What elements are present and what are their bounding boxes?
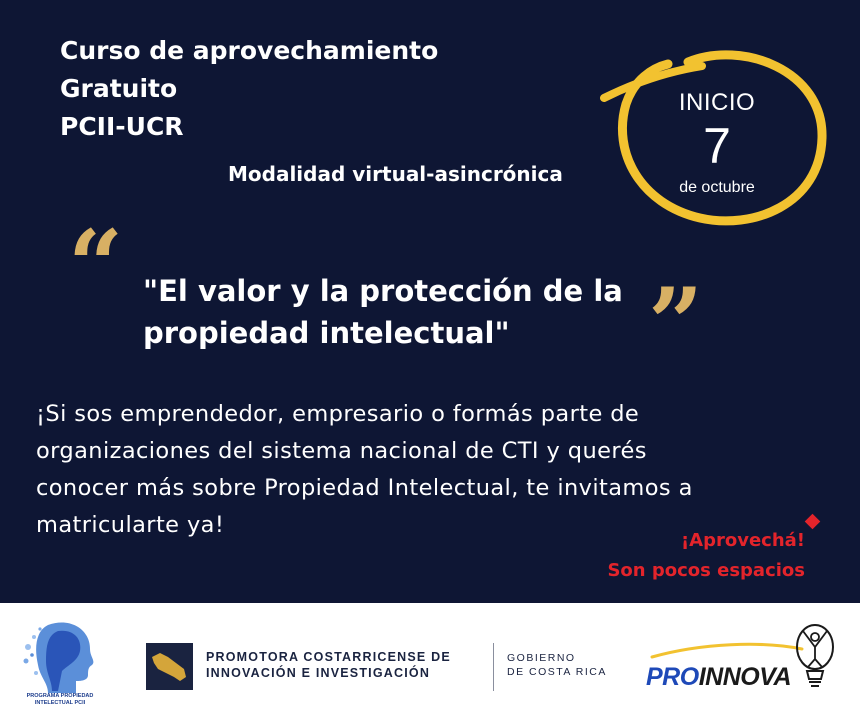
footer-divider [493, 643, 494, 691]
title-line-1: Curso de aprovechamiento [60, 36, 439, 65]
sponsor-footer [0, 603, 860, 721]
proinnova-pro: PRO [646, 663, 699, 691]
cta-line-1: ¡Aprovechá! [680, 530, 805, 551]
title-line-3: PCII-UCR [60, 112, 184, 141]
course-title [60, 32, 438, 146]
course-quote: "El valor y la protección de la propiedad intelectual" [143, 274, 623, 350]
promotora-line-1: PROMOTORA COSTARRICENSE DE [206, 650, 451, 664]
start-day: 7 [703, 118, 731, 174]
start-date-badge [592, 40, 842, 240]
modality-label: Modalidad virtual-asincrónica [228, 162, 563, 186]
start-month: de octubre [679, 179, 755, 196]
cta-line-2: Son pocos espacios [607, 560, 805, 581]
costa-rica-emblem-icon [146, 643, 193, 690]
title-line-2: Gratuito [60, 74, 178, 103]
pcii-head-logo-icon [18, 617, 108, 697]
pcii-caption: PROGRAMA PROPIEDAD INTELECTUAL PCII [26, 693, 94, 706]
proinnova-wordmark [646, 663, 791, 692]
invitation-text: ¡Si sos emprendedor, empresario o formás parte de organizaciones del sistema nacional de CTI y querés conocer más sobre Propiedad Intelectual, te invitamos a matricularte ya! [36, 401, 693, 538]
gobierno-line-1: GOBIERNO [507, 652, 576, 664]
call-to-action [607, 526, 805, 586]
promotora-line-2: INNOVACIÓN E INVESTIGACIÓN [206, 666, 431, 680]
start-label: INICIO [678, 89, 756, 116]
red-diamond-icon [805, 514, 821, 530]
gobierno-label [507, 651, 607, 679]
proinnova-logo [642, 621, 842, 711]
gobierno-line-2: DE COSTA RICA [507, 666, 607, 678]
proinnova-innova: INNOVA [698, 663, 792, 691]
promotora-name [206, 649, 451, 681]
open-quote-icon: “ [68, 209, 124, 322]
close-quote-icon: ” [648, 267, 704, 380]
lightbulb-figure-icon [790, 621, 840, 696]
